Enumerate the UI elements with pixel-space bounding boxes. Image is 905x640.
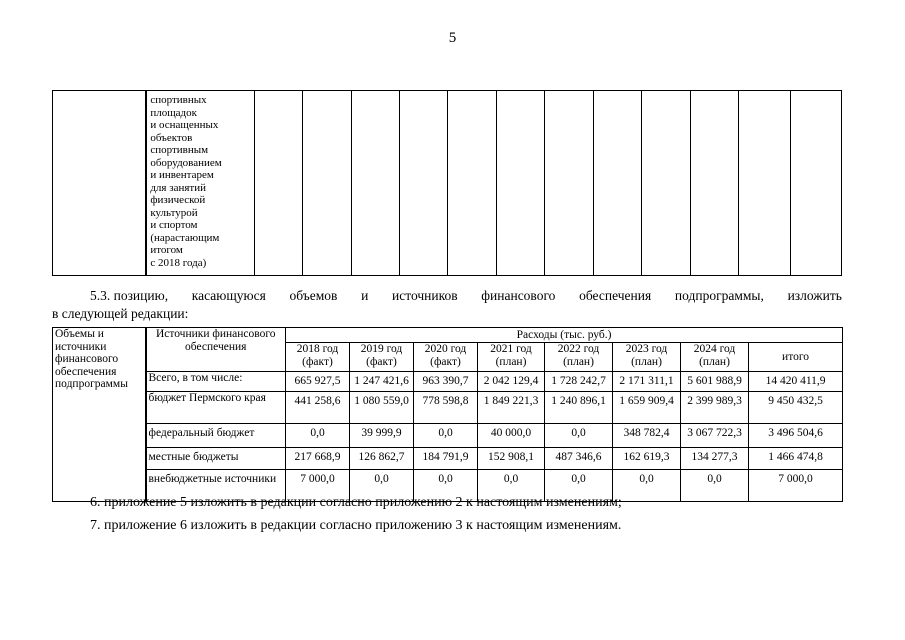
value-cell: 0,0 — [478, 470, 545, 502]
value-cell: 217 668,9 — [286, 448, 350, 470]
year-header: 2018 год (факт) — [286, 343, 350, 372]
value-cell: 184 791,9 — [414, 448, 478, 470]
item-7: 7. приложение 6 изложить в редакции согласно приложению 3 к настоящим изменениям. — [90, 518, 622, 533]
value-cell: 665 927,5 — [286, 372, 350, 392]
indicator-line: (нарастающим — [150, 231, 220, 244]
indicator-line: спортивных — [150, 94, 207, 106]
indicator-line: и спортом — [150, 219, 198, 231]
source-cell: внебюджетные источники — [146, 470, 286, 502]
value-cell: 7 000,0 — [286, 470, 350, 502]
total-header: итого — [749, 343, 843, 372]
page-number: 5 — [448, 30, 457, 46]
year-header: 2020 год (факт) — [414, 343, 478, 372]
empty-cell — [690, 91, 738, 276]
value-cell: 0,0 — [613, 470, 681, 502]
year-header: 2023 год (план) — [613, 343, 681, 372]
value-cell: 0,0 — [286, 424, 350, 448]
value-cell: 487 346,6 — [545, 448, 613, 470]
indicator-line: культурой — [150, 206, 198, 219]
paragraph-5-3 — [52, 287, 842, 323]
value-cell: 0,0 — [545, 470, 613, 502]
value-cell: 162 619,3 — [613, 448, 681, 470]
table-row — [53, 392, 843, 424]
row-header-cell: Объемы и источники финансового обеспечения подпрограммы — [53, 328, 146, 502]
paragraph-word: и — [361, 288, 369, 303]
indicator-line: и оснащенных — [150, 119, 219, 131]
indicator-line: итогом — [150, 244, 183, 256]
paragraph-word: 5.3. позицию, — [90, 288, 169, 303]
value-cell: 0,0 — [545, 424, 613, 448]
value-cell: 0,0 — [681, 470, 749, 502]
empty-cell — [496, 91, 544, 276]
value-cell: 2 171 311,1 — [613, 372, 681, 392]
empty-cell — [53, 91, 147, 276]
value-cell: 3 496 504,6 — [749, 424, 843, 448]
value-cell: 1 466 474,8 — [749, 448, 843, 470]
paragraph-word: подпрограммы, — [674, 288, 764, 303]
value-cell: 1 240 896,1 — [545, 392, 613, 424]
year-header: 2021 год (план) — [478, 343, 545, 372]
table-row — [53, 424, 843, 448]
empty-cell — [351, 91, 399, 276]
sources-header-cell: Источники финансового обеспечения — [146, 328, 286, 372]
source-cell: федеральный бюджет — [146, 424, 286, 448]
value-cell: 1 659 909,4 — [613, 392, 681, 424]
value-cell: 2 042 129,4 — [478, 372, 545, 392]
continuation-table — [52, 90, 842, 276]
paragraph-word: обеспечения — [579, 288, 652, 303]
empty-cell — [400, 91, 448, 276]
paragraph-word: объемов — [289, 288, 338, 303]
value-cell: 1 728 242,7 — [545, 372, 613, 392]
table-row — [53, 448, 843, 470]
year-header: 2019 год (факт) — [350, 343, 414, 372]
value-cell: 0,0 — [414, 470, 478, 502]
value-cell: 1 849 221,3 — [478, 392, 545, 424]
value-cell: 0,0 — [414, 424, 478, 448]
value-cell: 9 450 432,5 — [749, 392, 843, 424]
value-cell: 134 277,3 — [681, 448, 749, 470]
value-cell: 5 601 988,9 — [681, 372, 749, 392]
value-cell: 14 420 411,9 — [749, 372, 843, 392]
paragraph-line-2: в следующей редакции: — [52, 306, 189, 321]
indicator-line: спортивным — [150, 144, 209, 156]
value-cell: 39 999,9 — [350, 424, 414, 448]
indicator-line: и инвентарем — [150, 169, 214, 181]
value-cell: 0,0 — [350, 470, 414, 502]
value-cell: 348 782,4 — [613, 424, 681, 448]
paragraph-word: изложить — [787, 288, 842, 303]
value-cell: 7 000,0 — [749, 470, 843, 502]
indicator-line: для занятий — [150, 181, 206, 194]
year-header: 2024 год (план) — [681, 343, 749, 372]
source-cell: Всего, в том числе: — [146, 372, 286, 392]
empty-cell — [791, 91, 842, 276]
value-cell: 778 598,8 — [414, 392, 478, 424]
value-cell: 2 399 989,3 — [681, 392, 749, 424]
value-cell: 1 247 421,6 — [350, 372, 414, 392]
value-cell: 441 258,6 — [286, 392, 350, 424]
value-cell: 1 080 559,0 — [350, 392, 414, 424]
indicator-line: объектов — [150, 131, 193, 144]
value-cell: 963 390,7 — [414, 372, 478, 392]
year-header: 2022 год (план) — [545, 343, 613, 372]
indicator-line: физической — [150, 194, 206, 206]
indicator-line: оборудованием — [150, 156, 222, 169]
empty-cell — [448, 91, 496, 276]
value-cell: 3 067 722,3 — [681, 424, 749, 448]
expenses-header-cell: Расходы (тыс. руб.) — [286, 328, 843, 343]
paragraph-word: финансового — [481, 288, 556, 303]
paragraph-word: касающуюся — [191, 288, 266, 303]
value-cell: 126 862,7 — [350, 448, 414, 470]
indicator-name-cell — [146, 91, 254, 276]
empty-cell — [545, 91, 593, 276]
empty-cell — [593, 91, 641, 276]
value-cell: 152 908,1 — [478, 448, 545, 470]
source-cell: местные бюджеты — [146, 448, 286, 470]
indicator-line: с 2018 года) — [150, 256, 207, 269]
item-6: 6. приложение 5 изложить в редакции согласно приложению 2 к настоящим изменениям; — [90, 495, 622, 510]
empty-cell — [739, 91, 791, 276]
indicator-line: площадок — [150, 106, 197, 119]
table-row — [53, 372, 843, 392]
empty-cell — [642, 91, 690, 276]
paragraph-word: источников — [392, 288, 458, 303]
paragraph-line-1 — [52, 287, 842, 305]
empty-cell — [254, 91, 302, 276]
finance-table — [52, 327, 843, 502]
value-cell: 40 000,0 — [478, 424, 545, 448]
source-cell: бюджет Пермского края — [146, 392, 286, 424]
empty-cell — [303, 91, 351, 276]
